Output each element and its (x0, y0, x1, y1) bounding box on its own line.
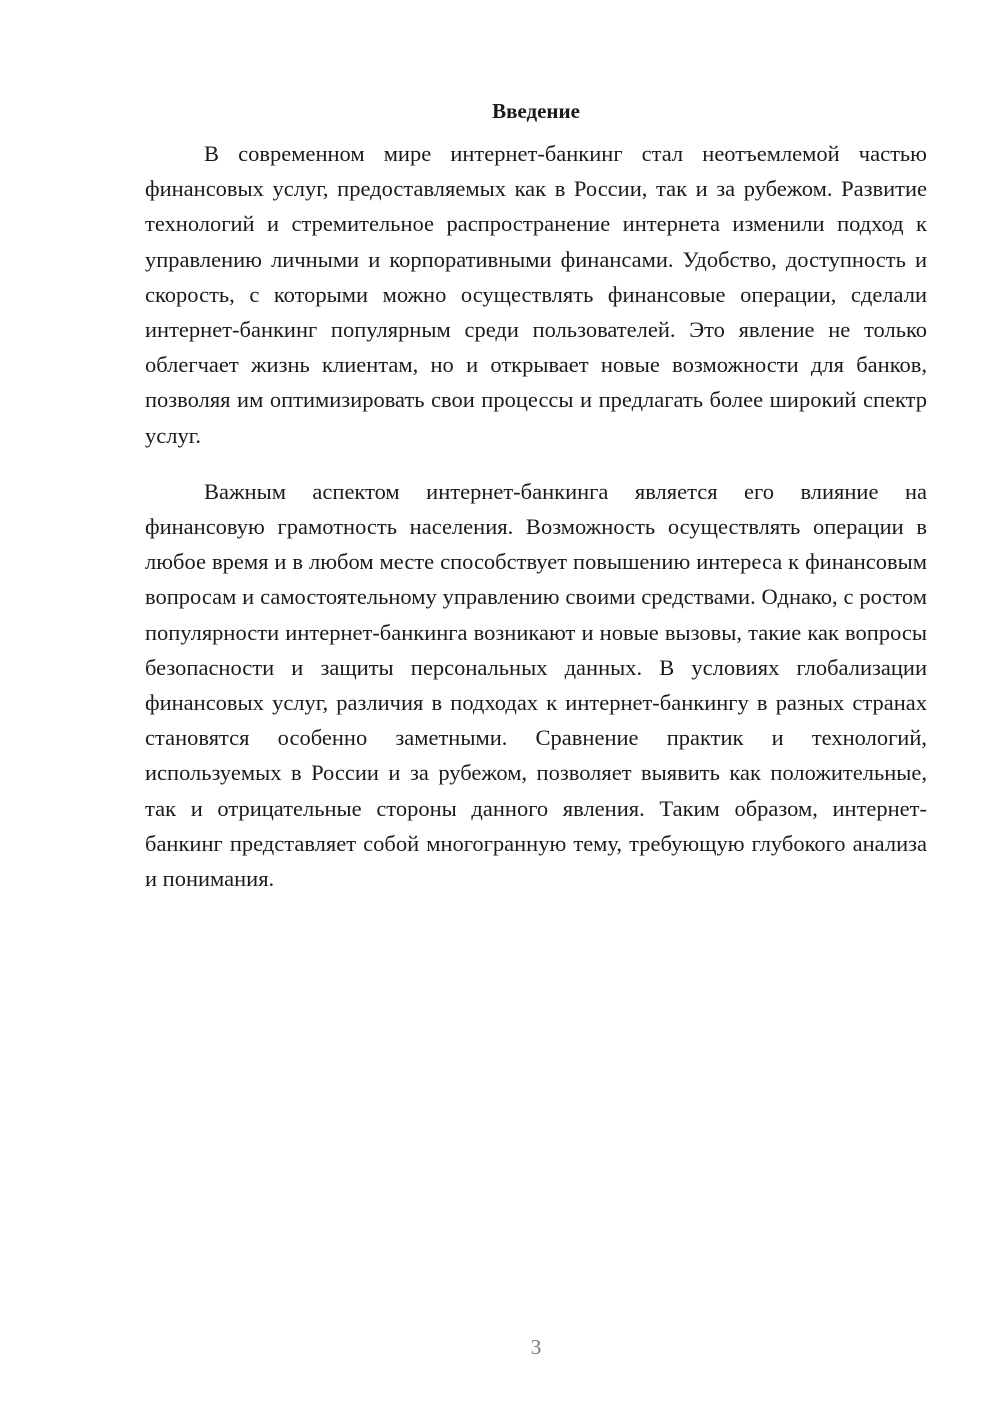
section-heading: Введение (492, 99, 580, 123)
page-number: 3 (530, 1335, 542, 1359)
paragraph-2: Важным аспектом интернет-банкинга является его влияние на финансовую грамотность населения. Возможность осуществлять операции в любое время и в любом месте способствует повышению интереса к финансовым вопросам и самостоятельному управлению своими средствами. Однако, с ростом популярности интернет-банкинга возникают и новые вызовы, такие как вопросы безопасности и защиты персональных данных. В условиях глобализации финансовых услуг, различия в подходах к интернет-банкингу в разных странах становятся особенно заметными. Сравнение практик и технологий, используемых в России и за рубежом, позволяет выявить как положительные, так и отрицательные стороны данного явления. Таким образом, интернет-банкинг представляет собой многогранную тему, требующую глубокого анализа и понимания. (145, 478, 927, 892)
paragraph-1: В современном мире интернет-банкинг стал неотъемлемой частью финансовых услуг, предоставляемых как в России, так и за рубежом. Развитие технологий и стремительное распространение интернета изменили подход к управлению личными и корпоративными финансами. Удобство, доступность и скорость, с которыми можно осуществлять финансовые операции, сделали интернет-банкинг популярным среди пользователей. Это явление не только облегчает жизнь клиентам, но и открывает новые возможности для банков, позволяя им оптимизировать свои процессы и предлагать более широкий спектр услуг. (145, 141, 927, 448)
page-content (145, 96, 927, 896)
